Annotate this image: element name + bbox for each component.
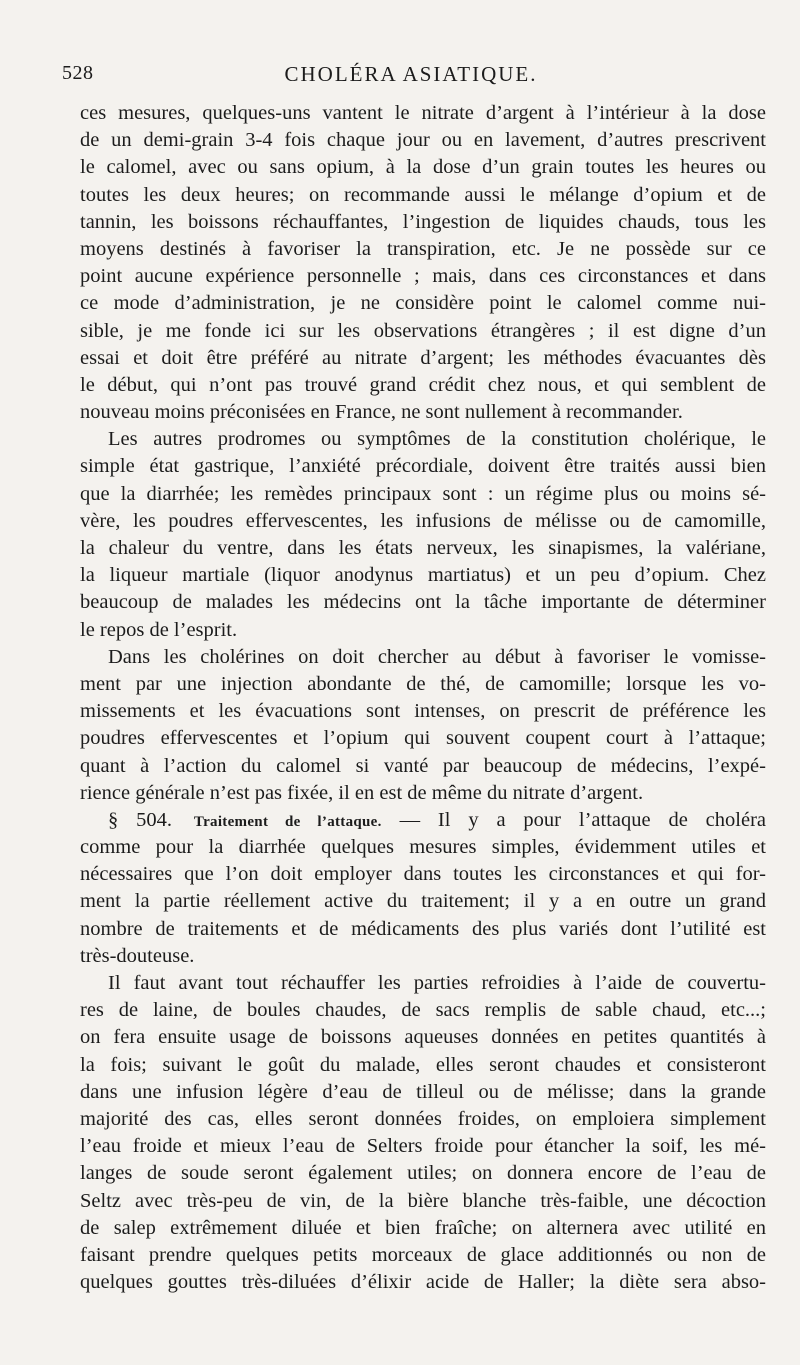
text-line: moyens destinés à favoriser la transpiration, etc. Je ne possède sur ce xyxy=(80,237,766,260)
body-text xyxy=(80,100,766,1296)
text-line: toutes les deux heures; on recommande aussi le mélange d’opium et de xyxy=(80,183,766,206)
running-head xyxy=(62,62,760,88)
text-line: le calomel, avec ou sans opium, à la dose d’un grain toutes les heures ou xyxy=(80,156,766,179)
text-line: missements et les évacuations sont intenses, on prescrit de préférence les xyxy=(80,700,766,723)
text-line: Dans les cholérines on doit chercher au début à favoriser le vomisse- xyxy=(108,645,766,668)
text-line: langes de soude seront également utiles; on donnera encore de l’eau de xyxy=(80,1162,766,1185)
text-line: ment la partie réellement active du traitement; il y a en outre un grand xyxy=(80,890,766,913)
text-line: sible, je me fonde ici sur les observations étrangères ; il est digne d’un xyxy=(80,319,766,342)
text-line: de salep extrêmement diluée et bien fraîche; on alternera avec utilité en xyxy=(80,1216,766,1239)
text-line: le début, qui n’ont pas trouvé grand crédit chez nous, et qui semblent de xyxy=(80,373,766,396)
text-line: nécessaires que l’on doit employer dans toutes les circonstances et qui for- xyxy=(80,863,766,886)
text-line: poudres effervescentes et l’opium qui souvent coupent court à l’attaque; xyxy=(80,727,766,750)
text-line: vère, les poudres effervescentes, les infusions de mélisse ou de camomille, xyxy=(80,509,766,532)
text-line: rience générale n’est pas fixée, il en est de même du nitrate d’argent. xyxy=(80,781,644,804)
text-line: quelques gouttes très-diluées d’élixir acide de Haller; la diète sera abso- xyxy=(80,1271,766,1294)
text-line: faisant prendre quelques petits morceaux de glace additionnés ou non de xyxy=(80,1243,766,1266)
text-line: beaucoup de malades les médecins ont la tâche importante de déterminer xyxy=(80,591,766,614)
text-line: tannin, les boissons réchauffantes, l’ingestion de liquides chauds, tous les xyxy=(80,210,766,233)
text-line: essai et doit être préféré au nitrate d’argent; les méthodes évacuantes dès xyxy=(80,346,766,369)
paragraph xyxy=(80,100,766,426)
paragraph xyxy=(80,426,766,644)
section-title: Traitement de l’attaque. xyxy=(193,813,382,830)
paragraph xyxy=(80,644,766,807)
text-line: l’eau froide et mieux l’eau de Selters froide pour étancher la soif, les mé- xyxy=(80,1135,766,1158)
text-line: on fera ensuite usage de boissons aqueuses données en petites quantités à xyxy=(80,1026,766,1049)
text-line: dans une infusion légère d’eau de tilleul ou de mélisse; dans la grande xyxy=(80,1080,766,1103)
text-line: point aucune expérience personnelle ; mais, dans ces circonstances et dans xyxy=(80,265,766,288)
page-number: 528 xyxy=(62,62,94,84)
text-line: res de laine, de boules chaudes, de sacs remplis de sable chaud, etc...; xyxy=(80,999,766,1022)
text-line: comme pour la diarrhée quelques mesures simples, évidemment utiles et xyxy=(80,836,766,859)
section-504 xyxy=(80,807,766,970)
text-line: la fois; suivant le goût du malade, elles seront chaudes et consisteront xyxy=(80,1053,766,1076)
text-line: le repos de l’esprit. xyxy=(80,618,238,641)
text-line: ces mesures, quelques-uns vantent le nitrate d’argent à l’intérieur à la dose xyxy=(80,102,766,124)
text-line: quant à l’action du calomel si vanté par beaucoup de médecins, l’expé- xyxy=(80,754,766,777)
text-line: Seltz avec très-peu de vin, de la bière blanche très-faible, une décoction xyxy=(80,1189,766,1212)
text-line: la chaleur du ventre, dans les états nerveux, les sinapismes, la valériane, xyxy=(80,537,766,559)
section-number: § 504. xyxy=(108,808,172,831)
text-line: Les autres prodromes ou symptômes de la constitution cholérique, le xyxy=(108,428,766,451)
text-line: de un demi-grain 3-4 fois chaque jour ou en lavement, d’autres prescrivent xyxy=(80,129,766,152)
text-line: ce mode d’administration, je ne considère point le calomel comme nui- xyxy=(80,292,766,315)
text-line: ment par une injection abondante de thé, de camomille; lorsque les vo- xyxy=(80,672,766,695)
text-fragment: — Il y a pour l’attaque de choléra xyxy=(399,808,766,831)
text-line: nombre de traitements et de médicaments des plus variés dont l’utilité est xyxy=(80,917,766,940)
section-heading-line xyxy=(80,807,766,834)
text-line: la liqueur martiale (liquor anodynus martiatus) et un peu d’opium. Chez xyxy=(80,564,766,587)
text-line: simple état gastrique, l’anxiété précordiale, doivent être traités aussi bien xyxy=(80,455,766,478)
text-line: très-douteuse. xyxy=(80,944,195,967)
running-title: CHOLÉRA ASIATIQUE. xyxy=(284,62,538,86)
text-line: nouveau moins préconisées en France, ne sont nullement à recommander. xyxy=(80,401,683,424)
text-line: que la diarrhée; les remèdes principaux sont : un régime plus ou moins sé- xyxy=(80,482,766,505)
text-line: majorité des cas, elles seront données froides, on emploiera simplement xyxy=(80,1107,766,1130)
paragraph xyxy=(80,970,766,1296)
text-line: Il faut avant tout réchauffer les parties refroidies à l’aide de couvertu- xyxy=(108,972,766,994)
